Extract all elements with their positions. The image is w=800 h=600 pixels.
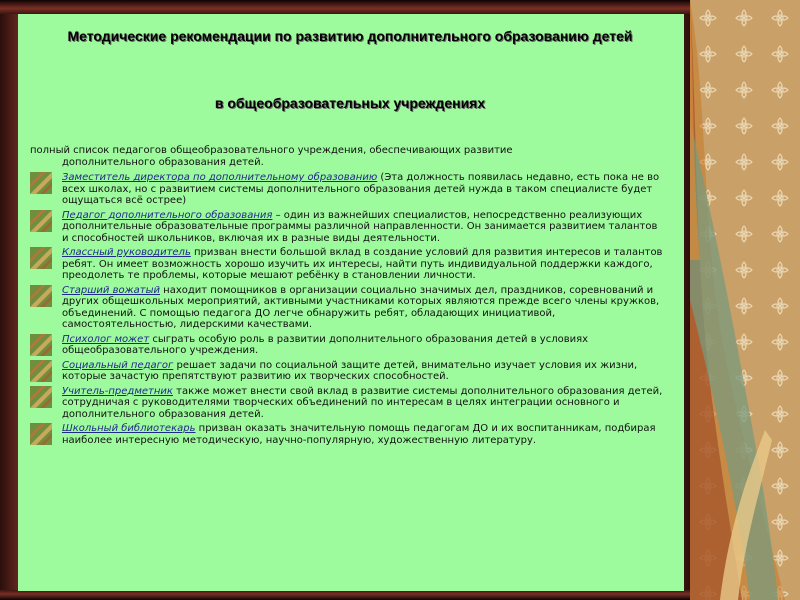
decorative-pattern-panel: [690, 0, 800, 600]
role-description: находит помощников в организации социально значимых дел, праздников, соревнований и других общешкольных мероприятий, активными участниками которых являются прежде всего члены кружков, объединений. С помощью педагога ДО легче обнаружить ребят, обладающих инициативой, самостоятельностью, лидерскими качествами.: [62, 284, 660, 330]
role-name: Старший вожатый: [62, 284, 160, 296]
role-name: Классный руководитель: [62, 247, 191, 258]
striped-leaf-bullet-icon: [30, 247, 52, 269]
role-description: призван оказать значительную помощь педагогам ДО и их воспитанникам, подбирая наиболее интересную методическую, научно-популярную, художественную литературу.: [62, 423, 656, 446]
list-item: [30, 285, 666, 331]
role-name: Школьный библиотекарь: [62, 423, 196, 434]
striped-leaf-bullet-icon: [30, 360, 52, 382]
slide-title: Методические рекомендации по развитию дополнительного образованию детей: [67, 28, 633, 44]
list-item: [30, 360, 666, 383]
list-item: [30, 334, 666, 357]
floral-wave-decoration: [690, 0, 800, 600]
specialists-list: [30, 172, 666, 449]
striped-leaf-bullet-icon: [30, 285, 52, 307]
role-name: Педагог дополнительного образования: [62, 209, 273, 221]
role-name: Психолог может: [62, 333, 150, 345]
list-item: [30, 386, 666, 421]
role-name: Заместитель директора по дополнительному образованию: [62, 172, 378, 183]
list-item: [30, 210, 666, 245]
list-item: [30, 423, 666, 446]
intro-line-2: дополнительного образования детей.: [62, 156, 264, 168]
role-description: призван внести большой вклад в создание условий для развития интересов и талантов ребят. Он имеет возможность хорошо изучить их интересы, найти путь индивидуальной поддержки каждого, преодолеть те проблемы, которые мешают ребёнку в становлении личности.: [62, 247, 663, 281]
list-item: [30, 172, 666, 207]
role-name: Учитель-предметник: [62, 385, 173, 397]
slide-subtitle: в общеобразовательных учреждениях: [214, 95, 486, 111]
role-description: – один из важнейших специалистов, непосредственно реализующих дополнительные образовательные программы различной направленности. Он занимается развитием талантов и способностей школьников, включая их в разные виды деятельности.: [62, 209, 658, 244]
role-description: (Эта должность появилась недавно, есть пока не во всех школах, но с развитием системы дополнительного образования детей нужда в таком специалисте будет ощущаться всё острее): [62, 172, 660, 206]
striped-leaf-bullet-icon: [30, 172, 52, 194]
striped-leaf-bullet-icon: [30, 210, 52, 232]
role-description: также может внести свой вклад в развитие системы дополнительного образования детей, сотрудничая с руководителями творческих объединений по интересам в целях интеграции основного и дополнительного образования детей.: [62, 385, 663, 420]
role-description: сыграть особую роль в развитии дополнительного образования детей в условиях общеобразовательного учреждения.: [62, 333, 589, 356]
striped-leaf-bullet-icon: [30, 334, 52, 356]
intro-text: [30, 145, 660, 168]
role-name: Социальный педагог: [62, 359, 174, 371]
striped-leaf-bullet-icon: [30, 386, 52, 408]
frame-top-edge: [0, 0, 690, 14]
striped-leaf-bullet-icon: [30, 423, 52, 445]
frame-bottom-edge: [0, 590, 690, 600]
list-item: [30, 247, 666, 282]
intro-line-1: полный список педагогов общеобразовательного учреждения, обеспечивающих развитие: [30, 145, 513, 156]
role-description: решает задачи по социальной защите детей, внимательно изучает условия их жизни, которые зачастую препятствуют развитию их творческих способностей.: [62, 359, 638, 382]
